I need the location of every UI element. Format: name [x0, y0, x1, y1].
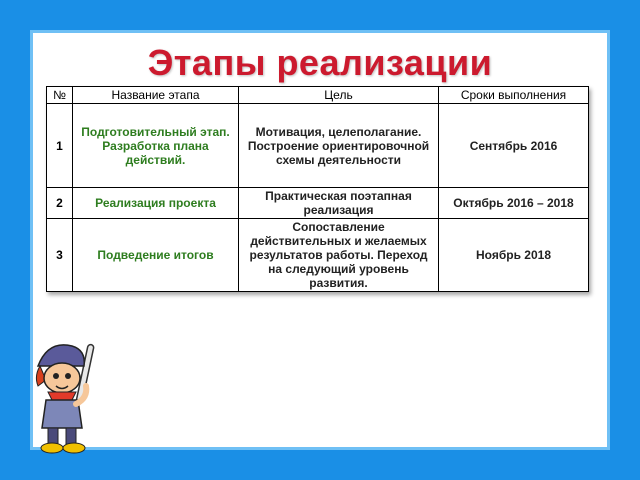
header-deadline: Сроки выполнения	[439, 87, 589, 104]
row-goal: Практическая поэтапная реализация	[239, 188, 439, 219]
row-number: 1	[47, 104, 73, 188]
row-stage-name: Реализация проекта	[73, 188, 239, 219]
slide	[30, 30, 610, 450]
row-number: 3	[47, 219, 73, 292]
row-number: 2	[47, 188, 73, 219]
row-deadline: Сентябрь 2016	[439, 104, 589, 188]
table-row	[47, 188, 589, 219]
header-goal: Цель	[239, 87, 439, 104]
stages-table	[46, 86, 589, 292]
table-header-row	[47, 87, 589, 104]
table-row	[47, 104, 589, 188]
row-stage-name: Подготовительный этап. Разработка плана действий.	[73, 104, 239, 188]
header-number: №	[47, 87, 73, 104]
row-stage-name: Подведение итогов	[73, 219, 239, 292]
table-row	[47, 219, 589, 292]
header-stage-name: Название этапа	[73, 87, 239, 104]
row-deadline: Ноябрь 2018	[439, 219, 589, 292]
row-goal: Мотивация, целеполагание. Построение ориентировочной схемы деятельности	[239, 104, 439, 188]
cartoon-boy-with-bat-icon	[28, 336, 104, 454]
slide-title: Этапы реализации	[147, 42, 493, 83]
row-goal: Сопоставление действительных и желаемых результатов работы. Переход на следующий уровень развития.	[239, 219, 439, 292]
row-deadline: Октябрь 2016 – 2018	[439, 188, 589, 219]
